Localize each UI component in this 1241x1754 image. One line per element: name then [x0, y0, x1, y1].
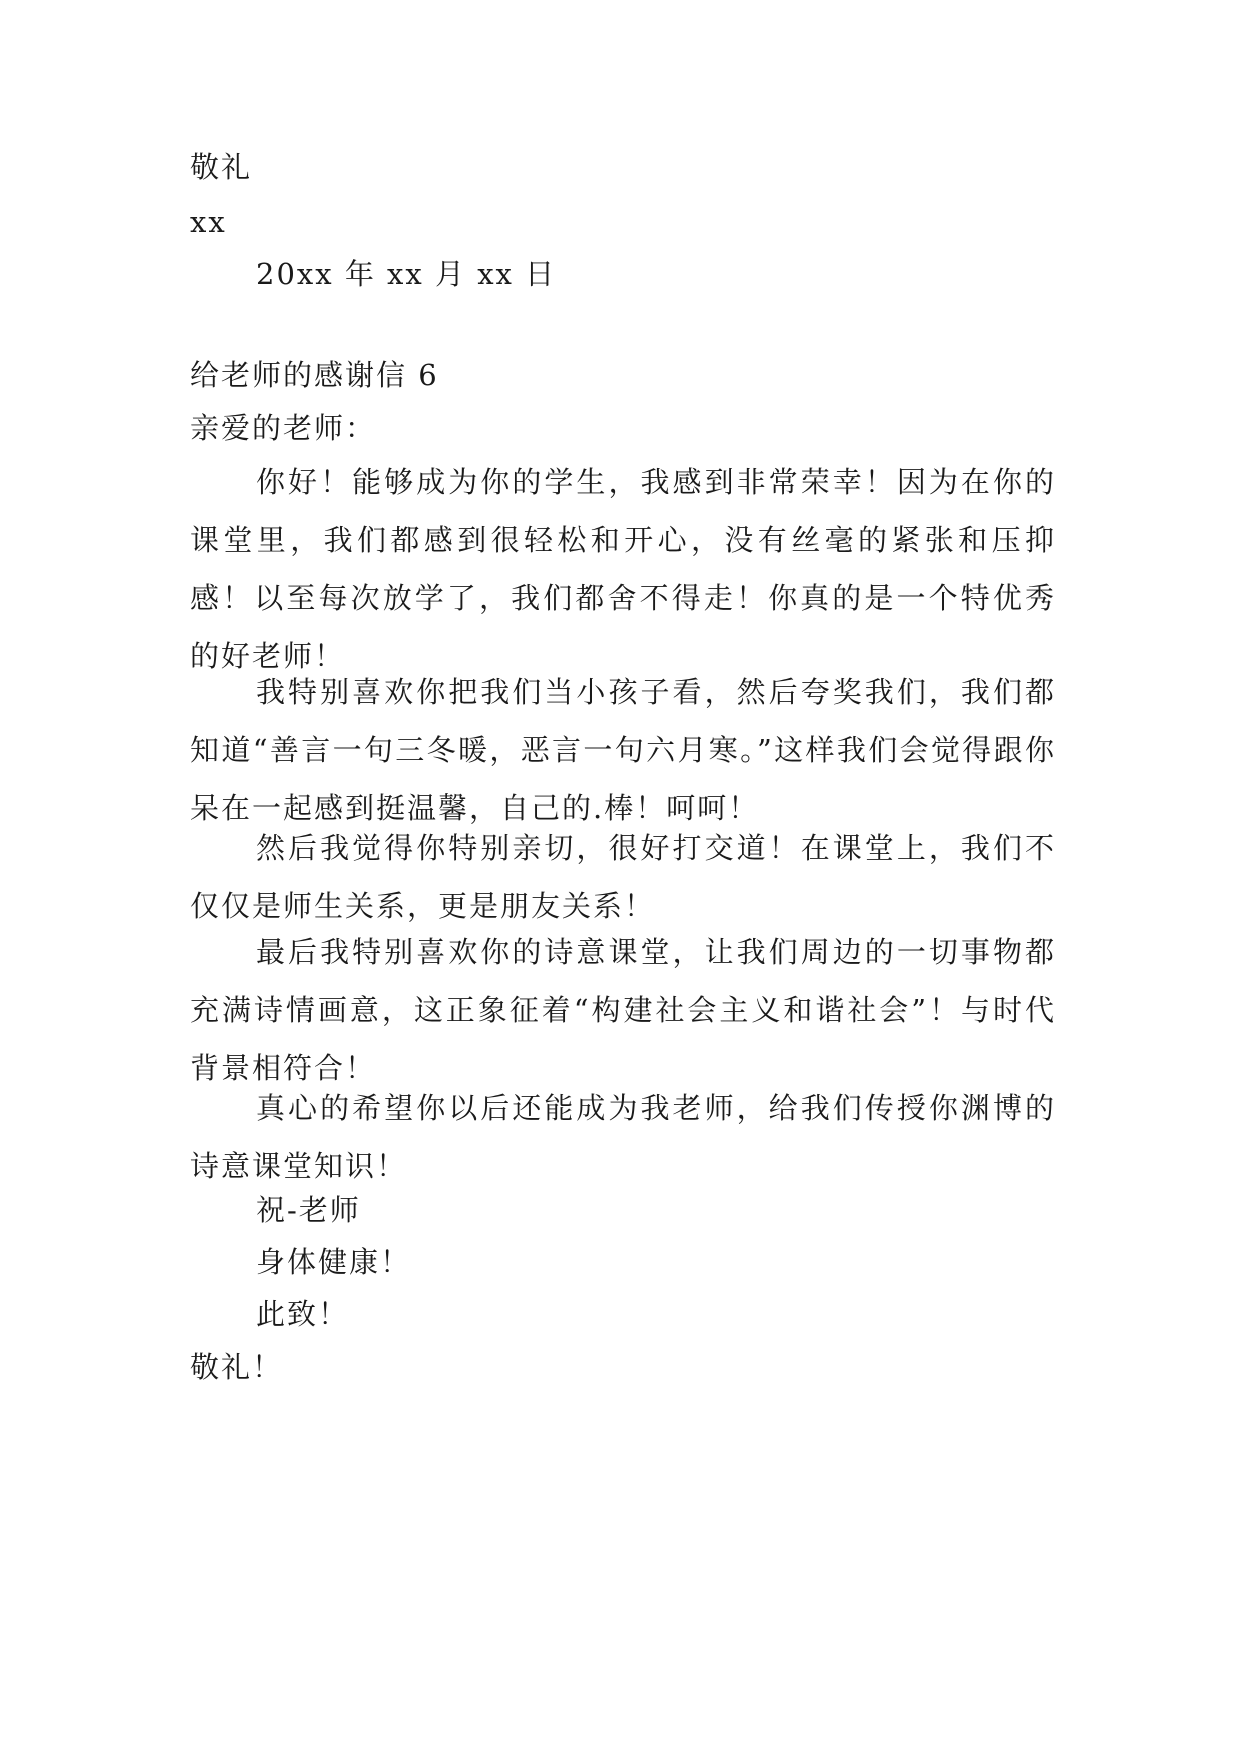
letter-paragraph: 真心的希望你以后还能成为我老师，给我们传授你渊博的诗意课堂知识！ [190, 1091, 1056, 1183]
letter-title: 给老师的感谢信 6 [190, 358, 439, 392]
prev-signature: xx [190, 205, 227, 239]
wish-line-1: 祝-老师 [256, 1193, 361, 1227]
letter-paragraph: 我特别喜欢你把我们当小孩子看，然后夸奖我们，我们都知道“善言一句三冬暖，恶言一句六月寒。”这样我们会觉得跟你呆在一起感到挺温馨，自己的.棒！呵呵！ [190, 675, 1056, 825]
prev-date: 20xx 年 xx 月 xx 日 [256, 257, 557, 291]
letter-paragraph: 最后我特别喜欢你的诗意课堂，让我们周边的一切事物都充满诗情画意，这正象征着“构建社会主义和谐社会”！与时代背景相符合！ [190, 935, 1056, 1085]
wish-line-2: 身体健康！ [256, 1245, 412, 1279]
letter-paragraph: 然后我觉得你特别亲切，很好打交道！在课堂上，我们不仅仅是师生关系，更是朋友关系！ [190, 831, 1056, 923]
closing-line-2: 敬礼！ [190, 1350, 284, 1384]
prev-salutation: 敬礼 [190, 150, 253, 184]
letter-greeting: 亲爱的老师： [190, 411, 377, 445]
letter-paragraph: 你好！能够成为你的学生，我感到非常荣幸！因为在你的课堂里，我们都感到很轻松和开心，没有丝毫的紧张和压抑感！以至每次放学了，我们都舍不得走！你真的是一个特优秀的好老师！ [190, 465, 1056, 673]
closing-line-1: 此致！ [256, 1297, 350, 1331]
